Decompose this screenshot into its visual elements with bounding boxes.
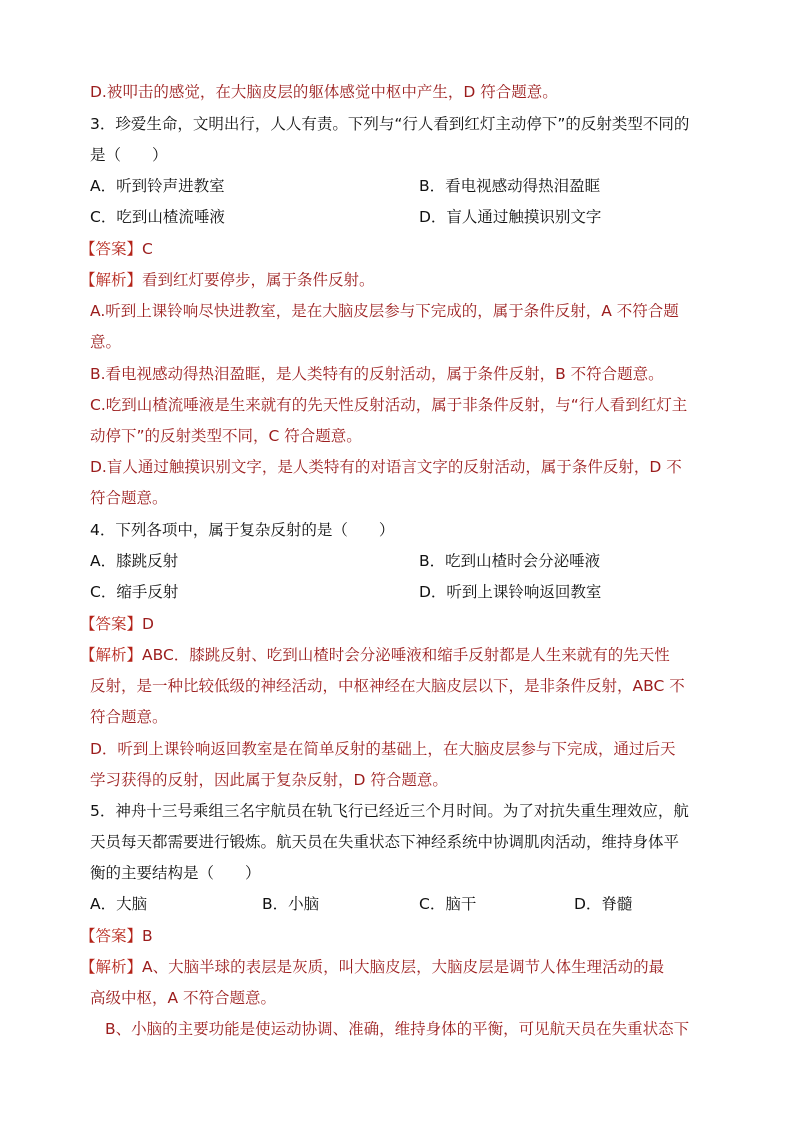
analysis-text: 看到红灯要停步，属于条件反射。: [142, 271, 375, 289]
q5-option-c: C．脑干: [419, 895, 477, 913]
q3-option-b: B．看电视感动得热泪盈眶: [419, 177, 601, 195]
q4-analysis-3: 符合题意。: [90, 708, 168, 726]
question-5-stem-cont2: 衡的主要结构是（ ）: [90, 864, 261, 882]
question-5-stem: 5．神舟十三号乘组三名宇航员在轨飞行已经近三个月时间。为了对抗失重生理效应，航: [90, 802, 689, 820]
q4-analysis-2: 反射，是一种比较低级的神经活动，中枢神经在大脑皮层以下，是非条件反射，ABC 不: [90, 677, 685, 695]
question-3-stem: 3．珍爱生命，文明出行，人人有责。下列与“行人看到红灯主动停下”的反射类型不同的: [90, 115, 690, 133]
q3-option-d: D．盲人通过触摸识别文字: [419, 208, 602, 226]
answer-value: B: [142, 927, 153, 945]
prev-analysis-line: D.被叩击的感觉，在大脑皮层的躯体感觉中枢中产生，D 符合题意。: [90, 83, 558, 101]
q3-analysis: [80, 270, 375, 290]
q3-analysis-a2: 意。: [90, 333, 122, 351]
q5-option-b: B．小脑: [262, 895, 320, 913]
q3-option-a: A．听到铃声进教室: [90, 177, 225, 195]
q4-option-b: B．吃到山楂时会分泌唾液: [419, 552, 601, 570]
analysis-text: A、大脑半球的表层是灰质，叫大脑皮层，大脑皮层是调节人体生理活动的最: [142, 958, 665, 976]
q3-analysis-c1: C.吃到山楂流唾液是生来就有的先天性反射活动，属于非条件反射，与“行人看到红灯主: [90, 396, 688, 414]
answer-label: 【答案】: [80, 240, 143, 258]
q5-option-a: A．大脑: [90, 895, 148, 913]
q4-analysis-4: D．听到上课铃响返回教室是在简单反射的基础上，在大脑皮层参与下完成，通过后天: [90, 740, 676, 758]
q4-option-a: A．膝跳反射: [90, 552, 179, 570]
analysis-text: ABC．膝跳反射、吃到山楂时会分泌唾液和缩手反射都是人生来就有的先天性: [142, 646, 670, 664]
answer-label: 【答案】: [80, 615, 143, 633]
question-3-stem-cont: 是（ ）: [90, 146, 168, 164]
analysis-label: 【解析】: [80, 958, 143, 976]
answer-value: D: [142, 615, 154, 633]
q3-analysis-c2: 动停下”的反射类型不同，C 符合题意。: [90, 427, 362, 445]
q3-analysis-a1: A.听到上课铃响尽快进教室，是在大脑皮层参与下完成的，属于条件反射，A 不符合题: [90, 302, 679, 320]
q3-analysis-d2: 符合题意。: [90, 489, 168, 507]
q5-analysis: [80, 957, 664, 977]
q4-option-d: D．听到上课铃响返回教室: [419, 583, 602, 601]
q4-option-c: C．缩手反射: [90, 583, 179, 601]
q3-answer: [80, 239, 153, 259]
q3-analysis-d1: D.盲人通过触摸识别文字，是人类特有的对语言文字的反射活动，属于条件反射，D 不: [90, 458, 682, 476]
question-4-stem: 4．下列各项中，属于复杂反射的是（ ）: [90, 521, 395, 539]
q5-analysis-3: B、小脑的主要功能是使运动协调、准确，维持身体的平衡，可见航天员在失重状态下: [105, 1020, 690, 1038]
q5-option-d: D．脊髓: [574, 895, 633, 913]
q3-option-c: C．吃到山楂流唾液: [90, 208, 225, 226]
answer-label: 【答案】: [80, 927, 143, 945]
answer-value: C: [142, 240, 153, 258]
question-5-stem-cont1: 天员每天都需要进行锻炼。航天员在失重状态下神经系统中协调肌肉活动，维持身体平: [90, 833, 680, 851]
q4-analysis-5: 学习获得的反射，因此属于复杂反射，D 符合题意。: [90, 771, 448, 789]
q4-answer: [80, 614, 154, 634]
q3-analysis-b: B.看电视感动得热泪盈眶，是人类特有的反射活动，属于条件反射，B 不符合题意。: [90, 365, 664, 383]
analysis-label: 【解析】: [80, 271, 143, 289]
q5-analysis-2: 高级中枢，A 不符合题意。: [90, 989, 277, 1007]
q4-analysis: [80, 645, 670, 665]
analysis-label: 【解析】: [80, 646, 143, 664]
q5-answer: [80, 926, 153, 946]
